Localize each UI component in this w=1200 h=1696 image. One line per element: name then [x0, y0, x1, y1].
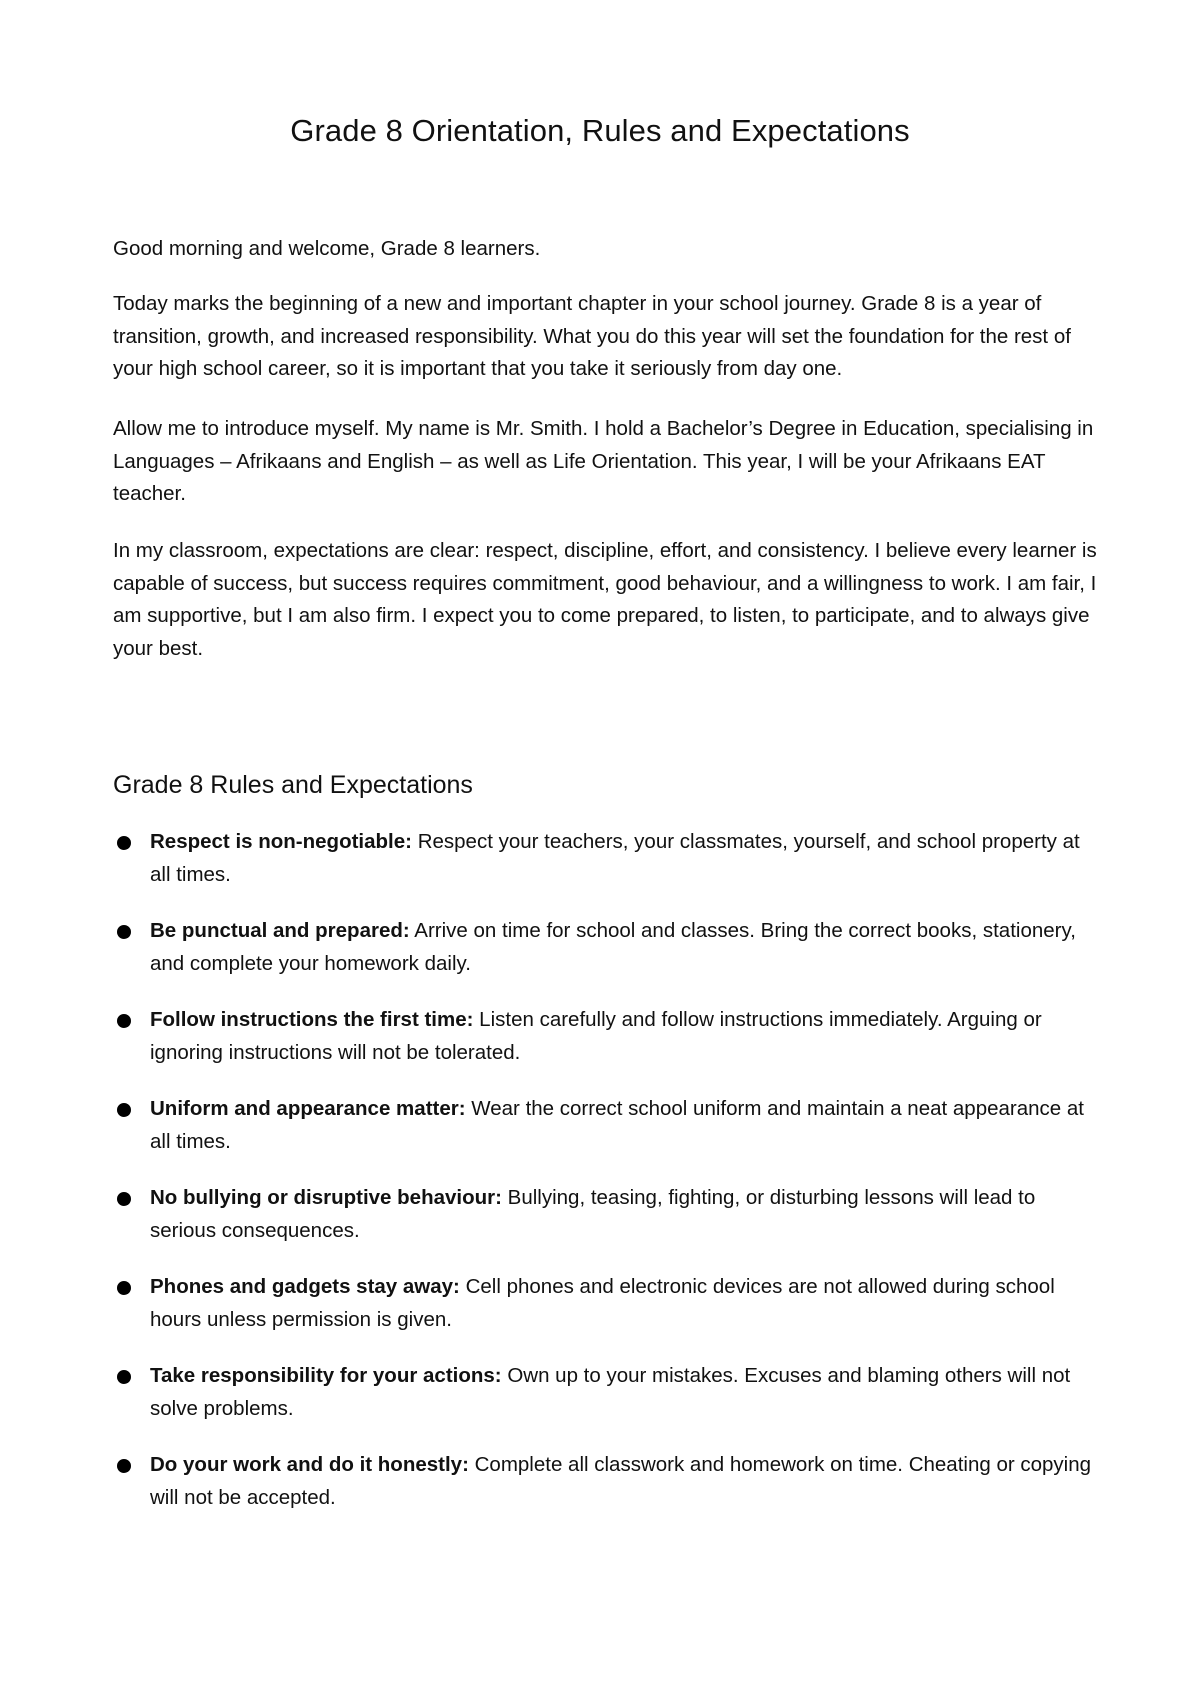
- intro-paragraph: Today marks the beginning of a new and important chapter in your school journey. Grade 8 is a year of transition, growth, and increased responsibility. What you do this year will set the foundation for the rest of your high school career, so it is important that you take it seriously from day one.: [113, 292, 1071, 381]
- rule-title: No bullying or disruptive behaviour:: [150, 1186, 502, 1209]
- rule-item: [113, 1004, 1098, 1093]
- bullet-icon: [117, 1192, 131, 1206]
- rule-title: Follow instructions the first time:: [150, 1008, 474, 1031]
- rule-item: [113, 826, 1098, 915]
- rule-text: Own up to your mistakes. Excuses and blaming others will not solve problems.: [150, 1364, 1071, 1420]
- rule-text: Bullying, teasing, fighting, or disturbing lessons will lead to serious consequences.: [150, 1186, 1036, 1242]
- rule-title: Do your work and do it honestly:: [150, 1453, 469, 1476]
- rule-item: [113, 1449, 1098, 1538]
- document-title: Grade 8 Orientation, Rules and Expectations: [290, 113, 910, 148]
- rule-text: Wear the correct school uniform and maintain a neat appearance at all times.: [150, 1097, 1084, 1153]
- rules-heading: Grade 8 Rules and Expectations: [113, 771, 473, 799]
- classroom-expectations-paragraph: In my classroom, expectations are clear: respect, discipline, effort, and consistency. I believe every learner is capable of success, but success requires commitment, good behaviour, and a willingness to work. I am fair, I am supportive, but I am also firm. I expect you to come prepared, to listen, to participate, and to always give your best.: [113, 539, 1097, 660]
- rule-item: [113, 1360, 1098, 1449]
- rule-title: Respect is non-negotiable:: [150, 830, 412, 853]
- rule-title: Take responsibility for your actions:: [150, 1364, 502, 1387]
- bullet-icon: [117, 1281, 131, 1295]
- rules-list: [113, 826, 1098, 1538]
- rule-item: [113, 1093, 1098, 1182]
- rule-title: Phones and gadgets stay away:: [150, 1275, 460, 1298]
- bullet-icon: [117, 1370, 131, 1384]
- rule-item: [113, 1182, 1098, 1271]
- rule-item: [113, 915, 1098, 1004]
- teacher-introduction-paragraph: Allow me to introduce myself. My name is Mr. Smith. I hold a Bachelor’s Degree in Education, specialising in Languages – Afrikaans and English – as well as Life Orientation. This year, I will be your Afrikaans EAT teacher.: [113, 417, 1094, 506]
- bullet-icon: [117, 1103, 131, 1117]
- bullet-icon: [117, 1459, 131, 1473]
- rule-text: Arrive on time for school and classes. Bring the correct books, stationery, and complete your homework daily.: [150, 919, 1076, 975]
- rule-text: Cell phones and electronic devices are not allowed during school hours unless permission is given.: [150, 1275, 1055, 1331]
- rule-text: Complete all classwork and homework on time. Cheating or copying will not be accepted.: [150, 1453, 1092, 1509]
- bullet-icon: [117, 1014, 131, 1028]
- bullet-icon: [117, 925, 131, 939]
- bullet-icon: [117, 836, 131, 850]
- rule-title: Be punctual and prepared:: [150, 919, 410, 942]
- rule-title: Uniform and appearance matter:: [150, 1097, 466, 1120]
- rule-item: [113, 1271, 1098, 1360]
- rule-text: Listen carefully and follow instructions immediately. Arguing or ignoring instructions will not be tolerated.: [150, 1008, 1042, 1064]
- rule-text: Respect your teachers, your classmates, yourself, and school property at all times.: [150, 830, 1080, 886]
- greeting-paragraph: Good morning and welcome, Grade 8 learners.: [113, 237, 541, 260]
